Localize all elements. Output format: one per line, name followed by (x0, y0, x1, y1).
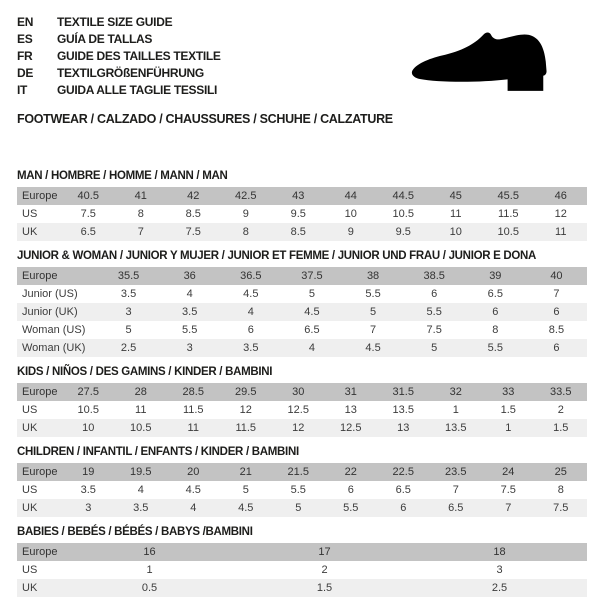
size-cell: 38.5 (423, 270, 445, 282)
size-cell: 32 (449, 386, 462, 398)
size-cell: 3 (496, 564, 503, 576)
language-code: EN (17, 15, 34, 29)
size-cell: 6 (492, 306, 499, 318)
size-cell: 5 (125, 324, 132, 336)
size-cell: 7.5 (80, 208, 96, 220)
size-cell: 4.5 (304, 306, 320, 318)
row-label: Europe (22, 190, 58, 202)
size-cell: 36.5 (240, 270, 262, 282)
size-cell: 45 (449, 190, 462, 202)
row-label: UK (22, 422, 38, 434)
size-cell: 7 (137, 226, 144, 238)
size-cell: 4.5 (243, 288, 259, 300)
size-cell: 35.5 (117, 270, 140, 282)
size-cell: 28.5 (182, 386, 204, 398)
size-cell: 27.5 (77, 386, 99, 398)
size-table (17, 463, 587, 517)
size-cell: 11 (135, 404, 147, 416)
size-cell: 8 (137, 208, 144, 220)
size-cell: 0.5 (141, 582, 158, 594)
size-cell: 5.5 (343, 502, 359, 514)
size-cell: 16 (143, 546, 156, 558)
size-table (17, 267, 587, 357)
size-cell: 5 (295, 502, 302, 514)
row-label: Woman (US) (22, 324, 86, 336)
table-header-row (17, 463, 587, 481)
size-cell: 44 (344, 190, 357, 202)
category-title: FOOTWEAR / CALZADO / CHAUSSURES / SCHUHE / CALZATURE (17, 112, 393, 126)
size-cell: 13.5 (392, 404, 414, 416)
row-label: Europe (22, 546, 58, 558)
size-cell: 6 (553, 342, 560, 354)
size-cell: 7.5 (500, 484, 516, 496)
size-cell: 6 (247, 324, 254, 336)
size-cell: 11 (555, 226, 567, 238)
row-label: Europe (22, 270, 58, 282)
table-row (17, 339, 587, 357)
size-cell: 4.5 (185, 484, 201, 496)
size-cell: 11.5 (182, 404, 204, 416)
row-label: US (22, 484, 38, 496)
size-cell: 33 (502, 386, 515, 398)
size-cell: 31.5 (392, 386, 414, 398)
size-cell: 42.5 (235, 190, 257, 202)
size-cell: 46 (554, 190, 567, 202)
size-cell: 1.5 (500, 404, 516, 416)
size-cell: 9 (347, 226, 354, 238)
size-cell: 30 (292, 386, 305, 398)
size-cell: 3.5 (133, 502, 149, 514)
size-cell: 22.5 (392, 466, 414, 478)
size-cell: 42 (187, 190, 200, 202)
size-cell: 2.5 (491, 582, 508, 594)
row-label: Europe (22, 386, 58, 398)
size-cell: 12 (292, 422, 305, 434)
size-cell: 12.5 (287, 404, 309, 416)
size-cell: 11.5 (235, 422, 257, 434)
size-cell: 13 (344, 404, 357, 416)
size-cell: 11 (450, 208, 462, 220)
row-label: Europe (22, 466, 58, 478)
size-cell: 9.5 (290, 208, 306, 220)
table-row (17, 303, 587, 321)
size-cell: 6 (431, 288, 438, 300)
size-cell: 43 (292, 190, 305, 202)
size-cell: 1 (146, 564, 153, 576)
size-cell: 8.5 (290, 226, 306, 238)
table-row (17, 401, 587, 419)
size-cell: 7.5 (426, 324, 442, 336)
size-cell: 8 (492, 324, 499, 336)
size-cell: 9.5 (395, 226, 411, 238)
size-cell: 9 (242, 208, 249, 220)
size-cell: 13 (397, 422, 410, 434)
language-title: GUIDA ALLE TAGLIE TESSILI (57, 83, 218, 97)
table-title: BABIES / BEBÉS / BÉBÉS / BABYS /BAMBINI (17, 526, 253, 538)
size-cell: 20 (187, 466, 200, 478)
size-cell: 40 (550, 270, 563, 282)
table-header-row (17, 187, 587, 205)
size-cell: 4 (137, 484, 144, 496)
table-title: JUNIOR & WOMAN / JUNIOR Y MUJER / JUNIOR ET FEMME / JUNIOR UND FRAU / JUNIOR E DONA (17, 250, 537, 262)
size-cell: 5.5 (290, 484, 306, 496)
size-cell: 19.5 (130, 466, 152, 478)
size-cell: 45.5 (497, 190, 519, 202)
size-cell: 4 (308, 342, 315, 354)
table-row (17, 285, 587, 303)
table-title: KIDS / NIÑOS / DES GAMINS / KINDER / BAMBINI (17, 366, 273, 378)
size-cell: 40.5 (77, 190, 99, 202)
size-cell: 4 (190, 502, 197, 514)
size-cell: 6.5 (448, 502, 464, 514)
size-cell: 3.5 (80, 484, 96, 496)
size-cell: 1 (452, 404, 459, 416)
size-cell: 5.5 (182, 324, 198, 336)
size-cell: 24 (502, 466, 515, 478)
size-cell: 3.5 (120, 288, 137, 300)
size-table (17, 383, 587, 437)
size-cell: 29.5 (235, 386, 257, 398)
size-cell: 3 (85, 502, 92, 514)
size-cell: 8 (242, 226, 249, 238)
size-table-section (17, 366, 585, 437)
size-cell: 39 (489, 270, 502, 282)
language-title: GUÍA DE TALLAS (57, 32, 153, 46)
size-cell: 4 (186, 288, 193, 300)
size-table (17, 543, 587, 597)
size-cell: 23.5 (445, 466, 467, 478)
size-cell: 25 (554, 466, 567, 478)
dress-shoe-icon (392, 22, 574, 104)
size-cell: 21 (239, 466, 252, 478)
size-cell: 1.5 (553, 422, 569, 434)
size-cell: 12.5 (340, 422, 362, 434)
size-cell: 3 (125, 306, 132, 318)
size-cell: 5 (308, 288, 315, 300)
size-table (17, 187, 587, 241)
language-title: TEXTILGRÖßENFÜHRUNG (57, 66, 204, 80)
size-cell: 3 (186, 342, 193, 354)
size-cell: 5 (242, 484, 249, 496)
table-row (17, 205, 587, 223)
table-row (17, 499, 587, 517)
size-cell: 33.5 (550, 386, 572, 398)
size-cell: 28 (134, 386, 147, 398)
size-cell: 38 (366, 270, 380, 282)
size-cell: 8 (557, 484, 564, 496)
table-row (17, 561, 587, 579)
size-cell: 7 (452, 484, 459, 496)
size-cell: 4.5 (238, 502, 254, 514)
row-label: UK (22, 502, 38, 514)
size-cell: 7.5 (185, 226, 201, 238)
size-cell: 7 (553, 288, 560, 300)
language-code: FR (17, 49, 33, 63)
language-title: GUIDE DES TAILLES TEXTILE (57, 49, 221, 63)
size-cell: 6 (553, 306, 560, 318)
row-label: UK (22, 582, 38, 594)
size-cell: 11.5 (497, 208, 519, 220)
size-cell: 10.5 (392, 208, 414, 220)
size-table-section (17, 526, 585, 597)
size-cell: 6 (400, 502, 407, 514)
size-cell: 10 (344, 208, 357, 220)
table-row (17, 481, 587, 499)
row-label: Junior (UK) (22, 306, 78, 318)
size-cell: 4 (247, 306, 254, 318)
language-title: TEXTILE SIZE GUIDE (57, 15, 173, 29)
size-cell: 7 (370, 324, 377, 336)
size-cell: 10 (82, 422, 95, 434)
size-cell: 22 (344, 466, 357, 478)
size-cell: 1 (505, 422, 512, 434)
size-table-section (17, 170, 585, 241)
size-cell: 19 (82, 466, 95, 478)
size-cell: 5 (431, 342, 438, 354)
table-row (17, 223, 587, 241)
size-cell: 6.5 (304, 324, 320, 336)
row-label: Junior (US) (22, 288, 78, 300)
size-cell: 5.5 (487, 342, 503, 354)
size-cell: 3.5 (243, 342, 259, 354)
size-cell: 18 (493, 546, 506, 558)
size-cell: 17 (318, 546, 331, 558)
size-cell: 8.5 (185, 208, 201, 220)
size-cell: 2 (321, 564, 328, 576)
size-cell: 13.5 (445, 422, 467, 434)
size-table-section (17, 446, 585, 517)
size-cell: 6.5 (80, 226, 96, 238)
size-cell: 3.5 (182, 306, 198, 318)
language-code: IT (17, 83, 28, 97)
size-cell: 10.5 (497, 226, 519, 238)
size-tables (17, 170, 585, 597)
size-cell: 8.5 (548, 324, 565, 336)
table-title: MAN / HOMBRE / HOMME / MANN / MAN (17, 170, 228, 182)
language-code: DE (17, 66, 34, 80)
size-cell: 12 (554, 208, 567, 220)
row-label: Woman (UK) (22, 342, 86, 354)
size-cell: 31 (344, 386, 357, 398)
table-header-row (17, 383, 587, 401)
table-row (17, 579, 587, 597)
size-cell: 5.5 (426, 306, 442, 318)
table-row (17, 321, 587, 339)
size-cell: 5.5 (365, 288, 381, 300)
size-cell: 36 (183, 270, 196, 282)
table-header-row (17, 543, 587, 561)
language-code: ES (17, 32, 33, 46)
table-title: CHILDREN / INFANTIL / ENFANTS / KINDER / BAMBINI (17, 446, 299, 458)
size-cell: 2 (557, 404, 564, 416)
size-cell: 7 (505, 502, 512, 514)
size-cell: 7.5 (553, 502, 569, 514)
row-label: US (22, 404, 38, 416)
size-table-section (17, 250, 585, 357)
size-cell: 2.5 (120, 342, 137, 354)
table-row (17, 419, 587, 437)
size-cell: 44.5 (392, 190, 414, 202)
table-header-row (17, 267, 587, 285)
size-cell: 1.5 (316, 582, 333, 594)
row-label: US (22, 208, 38, 220)
size-cell: 41 (134, 190, 147, 202)
size-cell: 10 (449, 226, 462, 238)
size-cell: 6.5 (395, 484, 411, 496)
size-cell: 4.5 (365, 342, 381, 354)
row-label: UK (22, 226, 38, 238)
row-label: US (22, 564, 38, 576)
size-cell: 10.5 (77, 404, 99, 416)
size-cell: 6.5 (487, 288, 503, 300)
size-cell: 6 (347, 484, 354, 496)
size-cell: 37.5 (301, 270, 323, 282)
size-cell: 10.5 (130, 422, 152, 434)
size-cell: 21.5 (287, 466, 309, 478)
size-cell: 12 (239, 404, 252, 416)
size-cell: 5 (370, 306, 377, 318)
size-cell: 11 (187, 422, 199, 434)
